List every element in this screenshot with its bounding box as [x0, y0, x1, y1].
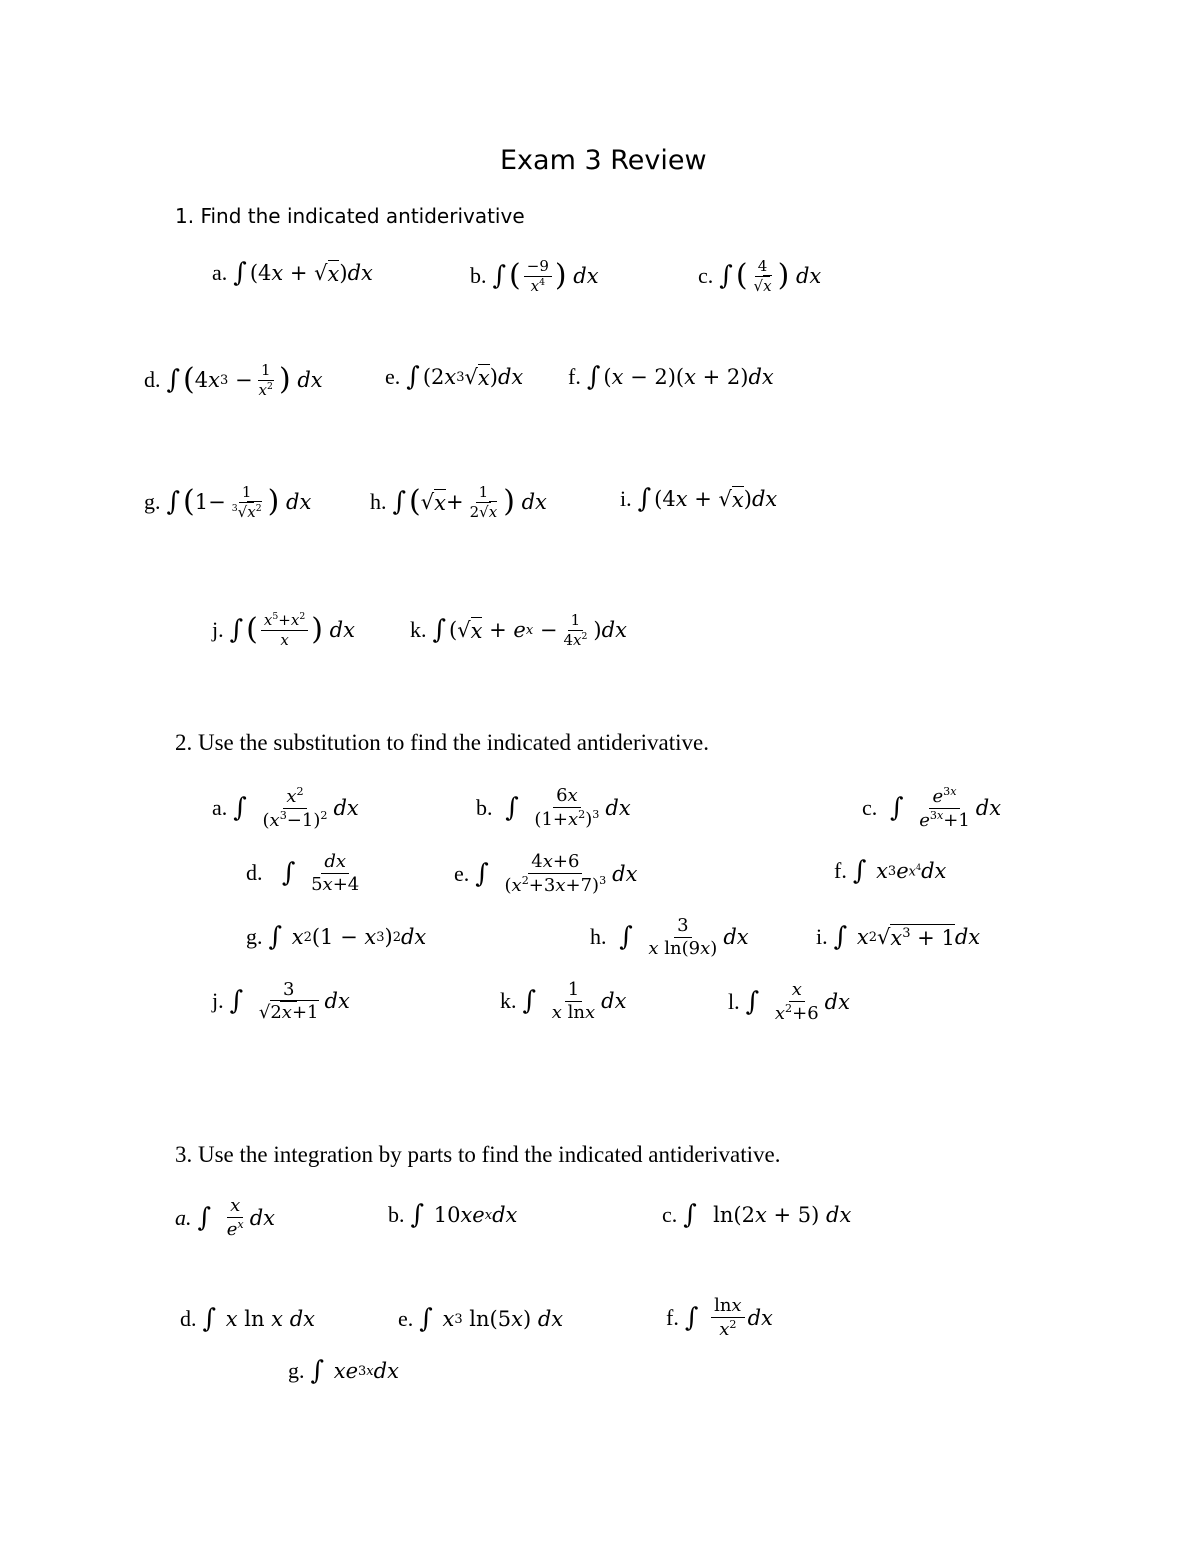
page-title: Exam 3 Review: [500, 145, 707, 176]
problem-1h: h. ∫ ( √ x + $\frac{1}{2√x}$ ) dx: [370, 483, 547, 521]
problem-3e: e. ∫ x 3 ln(5 x ) dx: [398, 1304, 564, 1334]
problem-1c: c. ∫ ( $\frac{4}{√x}$ ) dx: [698, 257, 822, 295]
problem-3f: f. ∫ $\frac{\ln x}{x^2}$ dx: [666, 1295, 773, 1340]
problem-2b: b. ∫ $\frac{6x}{(1+x^2)^3}$ dx: [476, 785, 631, 830]
problem-1e: e. ∫ (2 x 3 √ x ) dx: [385, 362, 524, 392]
section-3-heading: 3. Use the integration by parts to find the indicated antiderivative.: [175, 1142, 781, 1167]
problem-2f: f. ∫ x 3 e $x^4$ dx: [834, 856, 947, 886]
problem-2a: a. ∫ $\frac{x^2}{(x^3-1)^2}$ dx: [212, 785, 359, 831]
problem-3b: b. ∫ 10 xe x dx: [388, 1200, 518, 1230]
problem-3c: c. ∫ ln(2 x + 5) dx: [662, 1200, 852, 1230]
problem-2l: l. ∫ $\frac{x}{x^2+6}$ dx: [728, 979, 850, 1024]
problem-2i: i. ∫ x 2 √ $x^3 + 1$ dx: [816, 922, 981, 952]
problem-1d: d. ∫ ( 4 x 3 − $\frac{1}{x^2}$ ) dx: [144, 361, 323, 399]
problem-3g: g. ∫ xe 3x dx: [288, 1356, 399, 1386]
problem-2j: j. ∫ $\frac{3}{√2x+1}$ dx: [212, 979, 350, 1023]
problem-1a: a. ∫ (4 x + √ x ) dx: [212, 258, 373, 288]
problem-1b: b. ∫ ( $\frac{-9}{x^4}$ ) dx: [470, 257, 599, 295]
problem-2d: d. ∫ $\frac{dx}{5x+4}$: [246, 851, 360, 895]
problem-1k: k. ∫ (√ x + e x − $\frac{1}{4x^2}$ ) dx: [410, 611, 627, 649]
problem-1g: g. ∫ ( 1− $\frac{1}{^3√x^2}$ ) dx: [144, 483, 312, 521]
section-2-heading: 2. Use the substitution to find the indicated antiderivative.: [175, 730, 709, 755]
problem-2h: h. ∫ $\frac{3}{\text{x ln(9x)}}$ dx: [590, 915, 749, 959]
problem-3d: d. ∫ x ln x dx: [180, 1304, 315, 1334]
problem-1j: j. ∫ ( $\frac{x^5+x^2}{x}$ ) dx: [212, 611, 355, 649]
section-1-heading: 1. Find the indicated antiderivative: [175, 204, 525, 228]
problem-2e: e. ∫ $\frac{4x+6}{(x^2+3x+7)^3}$ dx: [454, 851, 638, 896]
problem-2k: k. ∫ $\frac{1}{\text{x lnx}}$ dx: [500, 979, 627, 1023]
problem-2g: g. ∫ x 2 (1 − x 3 ) 2 dx: [246, 922, 427, 952]
problem-3a: a. ∫ $\frac{x}{e^x}$ dx: [175, 1195, 275, 1240]
problem-1i: i. ∫ (4 x + √ x ) dx: [620, 484, 778, 514]
problem-1f: f. ∫ ( x − 2)( x + 2) dx: [568, 362, 774, 392]
problem-2c: c. ∫ $\frac{e^{3x}}{e^{3x}+1}$ dx: [862, 785, 1002, 831]
